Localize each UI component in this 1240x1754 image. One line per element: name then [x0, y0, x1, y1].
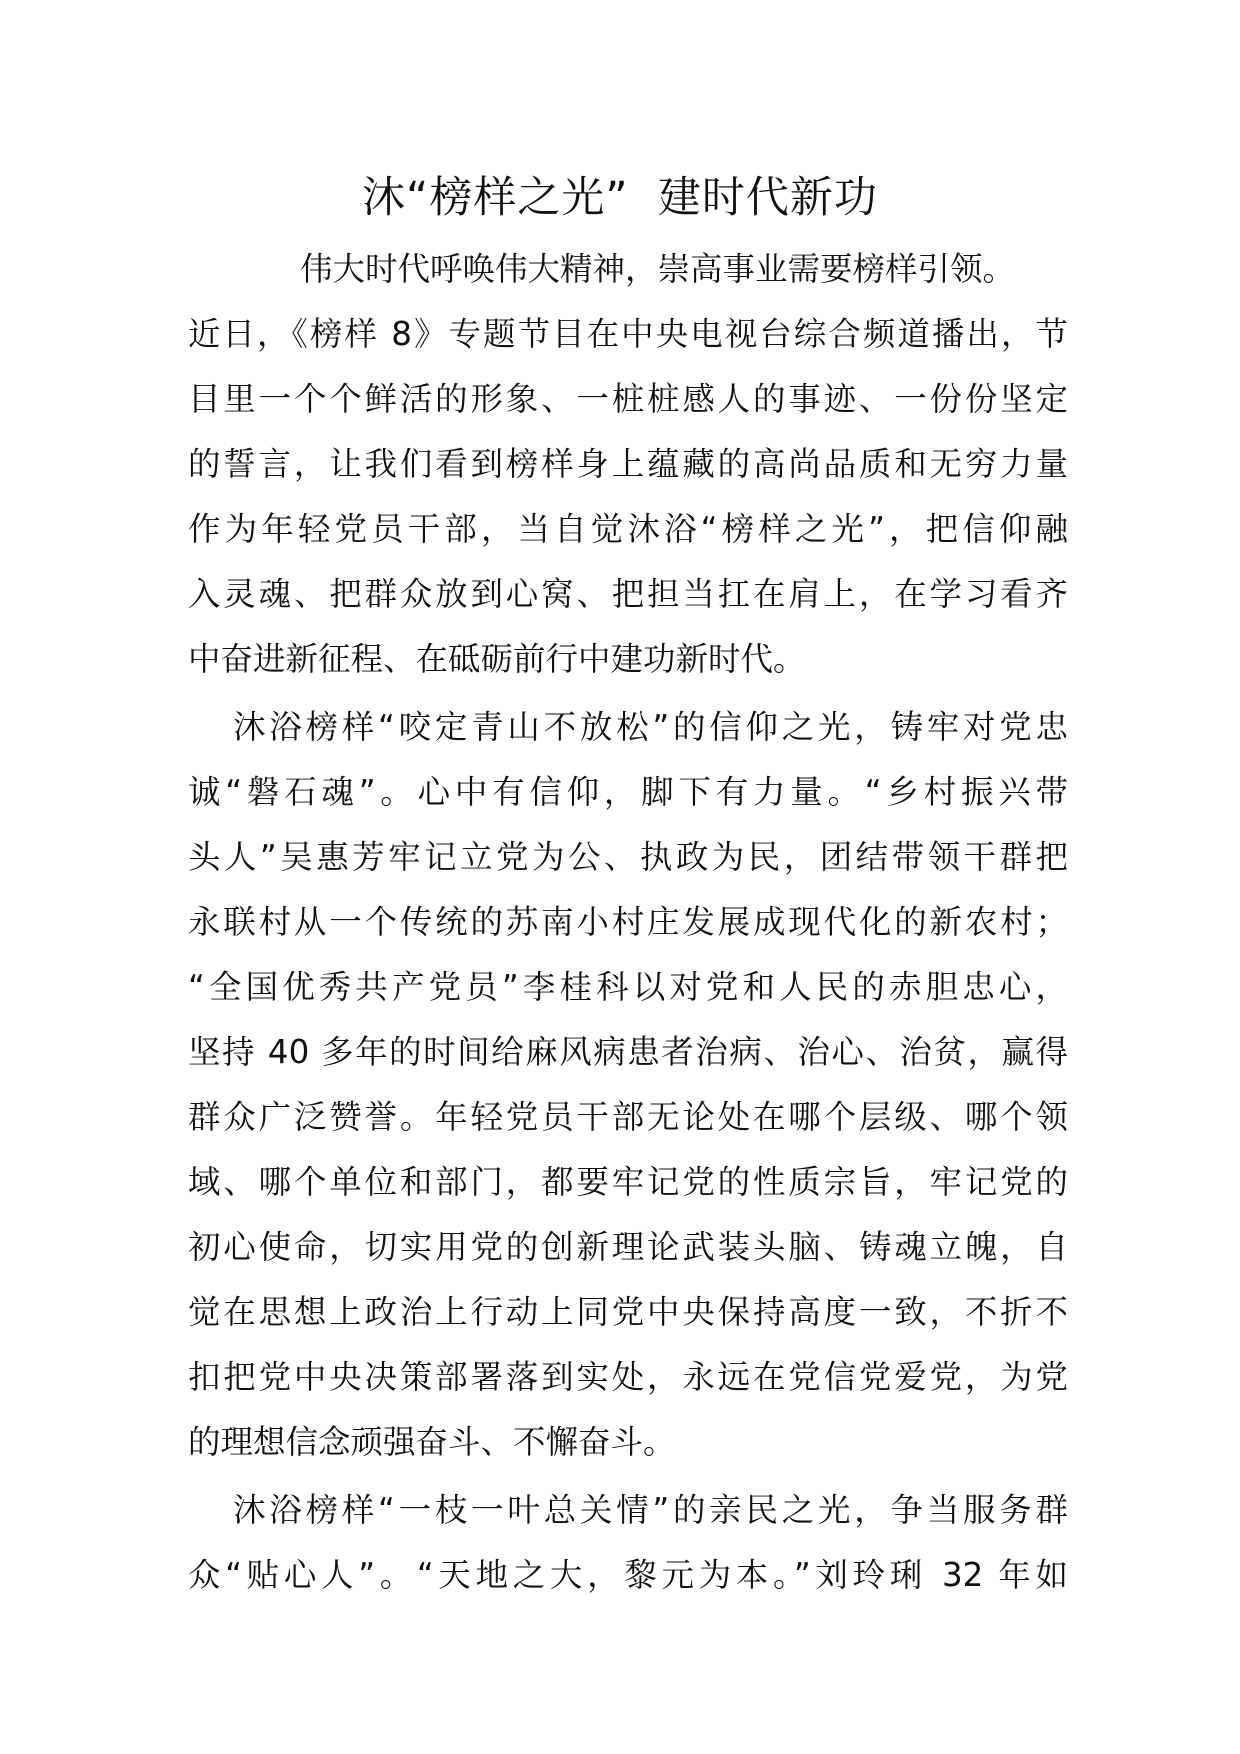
text-line: 沐浴榜样“一枝一叶总关情”的亲民之光，争当服务群	[233, 1491, 1068, 1529]
text-line: 中奋进新征程、在砥砺前行中建功新时代。	[188, 640, 806, 678]
text-line: 沐浴榜样“咬定青山不放松”的信仰之光，铸牢对党忠	[233, 708, 1068, 746]
document-title: 沐“榜样之光” 建时代新功	[362, 173, 878, 223]
paragraph-2	[188, 695, 1068, 1475]
text-line: 入灵魂、把群众放到心窝、把担当扛在肩上，在学习看齐	[188, 575, 1068, 613]
text-line: 诚“磐石魂”。心中有信仰，脚下有力量。“乡村振兴带	[188, 773, 1068, 811]
text-line: 目里一个个鲜活的形象、一桩桩感人的事迹、一份份坚定	[188, 380, 1068, 418]
document-body	[188, 237, 1068, 1611]
text-line: “全国优秀共产党员”李桂科以对党和人民的赤胆忠心，	[188, 968, 1068, 1006]
text-line: 作为年轻党员干部，当自觉沐浴“榜样之光”，把信仰融	[188, 510, 1068, 548]
text-line: 扣把党中央决策部署落到实处，永远在党信党爱党，为党	[188, 1358, 1068, 1396]
text-line: 的理想信念顽强奋斗、不懈奋斗。	[188, 1423, 676, 1461]
paragraph-1	[188, 237, 1068, 692]
text-line: 的誓言，让我们看到榜样身上蕴藏的高尚品质和无穷力量	[188, 445, 1068, 483]
text-line: 近日，《榜样 8》专题节目在中央电视台综合频道播出，节	[188, 315, 1068, 353]
text-line: 头人”吴惠芳牢记立党为公、执政为民，团结带领干群把	[188, 838, 1068, 876]
text-line: 永联村从一个传统的苏南小村庄发展成现代化的新农村；	[188, 903, 1068, 941]
text-line: 众“贴心人”。“天地之大，黎元为本。”刘玲琍 32 年如	[188, 1556, 1068, 1594]
text-line: 群众广泛赞誉。年轻党员干部无论处在哪个层级、哪个领	[188, 1098, 1068, 1136]
text-line: 伟大时代呼唤伟大精神，崇高事业需要榜样引领。	[300, 250, 1016, 288]
text-line: 坚持 40 多年的时间给麻风病患者治病、治心、治贫，赢得	[188, 1033, 1068, 1071]
text-line: 初心使命，切实用党的创新理论武装头脑、铸魂立魄，自	[188, 1228, 1068, 1266]
text-line: 域、哪个单位和部门，都要牢记党的性质宗旨，牢记党的	[188, 1163, 1068, 1201]
text-line: 觉在思想上政治上行动上同党中央保持高度一致，不折不	[188, 1293, 1068, 1331]
paragraph-3	[188, 1478, 1068, 1608]
